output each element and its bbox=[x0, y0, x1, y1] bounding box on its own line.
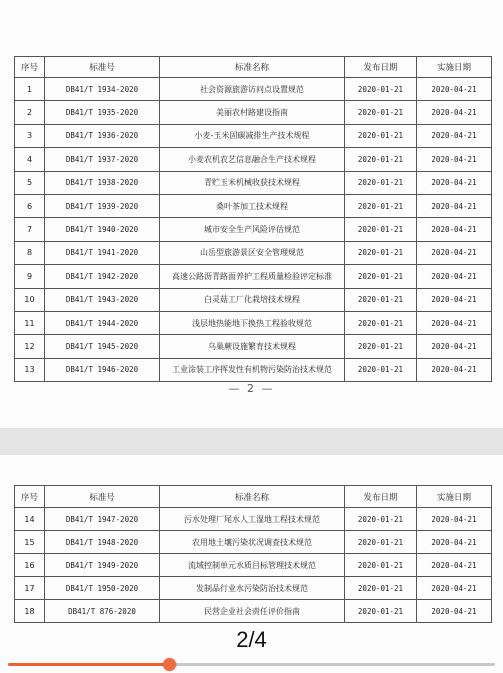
table-row bbox=[15, 218, 492, 241]
header-implemented: 实施日期 bbox=[417, 486, 492, 508]
row-name: 高速公路沥青路面养护工程质量检验评定标准 bbox=[160, 265, 345, 288]
row-implemented: 2020-04-21 bbox=[417, 577, 492, 600]
row-code: DB41/T 1936-2020 bbox=[45, 124, 160, 147]
row-name: 小麦农机农艺信息融合生产技术规程 bbox=[160, 148, 345, 171]
table-row bbox=[15, 358, 492, 381]
row-published: 2020-01-21 bbox=[345, 508, 417, 531]
header-implemented: 实施日期 bbox=[417, 57, 492, 78]
row-code: DB41/T 1945-2020 bbox=[45, 335, 160, 358]
row-implemented: 2020-04-21 bbox=[417, 600, 492, 623]
row-no: 7 bbox=[15, 218, 45, 241]
row-published: 2020-01-21 bbox=[345, 171, 417, 194]
row-implemented: 2020-04-21 bbox=[417, 171, 492, 194]
row-published: 2020-01-21 bbox=[345, 78, 417, 101]
row-no: 1 bbox=[15, 78, 45, 101]
standards-table-bottom bbox=[14, 485, 492, 623]
row-published: 2020-01-21 bbox=[345, 577, 417, 600]
table-row bbox=[15, 148, 492, 171]
page-counter: 2/4 bbox=[236, 627, 267, 652]
header-no: 序号 bbox=[15, 486, 45, 508]
row-code: DB41/T 1934-2020 bbox=[45, 78, 160, 101]
header-code: 标准号 bbox=[45, 57, 160, 78]
row-code: DB41/T 1941-2020 bbox=[45, 241, 160, 264]
table-row bbox=[15, 241, 492, 264]
row-code: DB41/T 1947-2020 bbox=[45, 508, 160, 531]
row-no: 13 bbox=[15, 358, 45, 381]
row-no: 5 bbox=[15, 171, 45, 194]
table-row bbox=[15, 288, 492, 311]
row-name: 流域控制单元水质目标管理技术规范 bbox=[160, 554, 345, 577]
row-code: DB41/T 1940-2020 bbox=[45, 218, 160, 241]
table-row bbox=[15, 554, 492, 577]
table-row bbox=[15, 124, 492, 147]
row-code: DB41/T 1937-2020 bbox=[45, 148, 160, 171]
standards-table-top bbox=[14, 56, 492, 382]
table-row bbox=[15, 600, 492, 623]
header-name: 标准名称 bbox=[160, 57, 345, 78]
row-implemented: 2020-04-21 bbox=[417, 358, 492, 381]
row-implemented: 2020-04-21 bbox=[417, 194, 492, 217]
row-published: 2020-01-21 bbox=[345, 358, 417, 381]
row-published: 2020-01-21 bbox=[345, 311, 417, 334]
row-no: 2 bbox=[15, 101, 45, 124]
row-published: 2020-01-21 bbox=[345, 265, 417, 288]
row-implemented: 2020-04-21 bbox=[417, 554, 492, 577]
header-published: 发布日期 bbox=[345, 486, 417, 508]
row-name: 工业涂装工序挥发性有机物污染防治技术规范 bbox=[160, 358, 345, 381]
row-published: 2020-01-21 bbox=[345, 554, 417, 577]
table-row bbox=[15, 171, 492, 194]
row-no: 8 bbox=[15, 241, 45, 264]
row-code: DB41/T 1950-2020 bbox=[45, 577, 160, 600]
row-implemented: 2020-04-21 bbox=[417, 311, 492, 334]
row-code: DB41/T 1939-2020 bbox=[45, 194, 160, 217]
row-no: 14 bbox=[15, 508, 45, 531]
row-no: 16 bbox=[15, 554, 45, 577]
row-no: 10 bbox=[15, 288, 45, 311]
row-name: 社会资源旅游访问点设置规范 bbox=[160, 78, 345, 101]
row-name: 山岳型旅游景区安全管理规范 bbox=[160, 241, 345, 264]
row-no: 9 bbox=[15, 265, 45, 288]
row-implemented: 2020-04-21 bbox=[417, 148, 492, 171]
row-name: 青贮玉米机械收获技术规程 bbox=[160, 171, 345, 194]
row-implemented: 2020-04-21 bbox=[417, 241, 492, 264]
page-separator bbox=[0, 428, 503, 455]
row-published: 2020-01-21 bbox=[345, 218, 417, 241]
row-no: 17 bbox=[15, 577, 45, 600]
row-published: 2020-01-21 bbox=[345, 335, 417, 358]
page-progress-bar[interactable] bbox=[8, 663, 495, 666]
row-no: 18 bbox=[15, 600, 45, 623]
table-row bbox=[15, 78, 492, 101]
row-name: 白灵菇工厂化栽培技术规程 bbox=[160, 288, 345, 311]
row-no: 3 bbox=[15, 124, 45, 147]
row-code: DB41/T 1943-2020 bbox=[45, 288, 160, 311]
row-name: 发制品行业水污染防治技术规范 bbox=[160, 577, 345, 600]
header-published: 发布日期 bbox=[345, 57, 417, 78]
row-published: 2020-01-21 bbox=[345, 124, 417, 147]
table-row bbox=[15, 311, 492, 334]
row-no: 12 bbox=[15, 335, 45, 358]
row-published: 2020-01-21 bbox=[345, 600, 417, 623]
row-name: 乌巢蕨设施繁育技术规程 bbox=[160, 335, 345, 358]
header-name: 标准名称 bbox=[160, 486, 345, 508]
progress-fill bbox=[8, 663, 169, 666]
row-name: 桑叶茶加工技术规程 bbox=[160, 194, 345, 217]
header-code: 标准号 bbox=[45, 486, 160, 508]
row-published: 2020-01-21 bbox=[345, 101, 417, 124]
row-name: 民营企业社会责任评价指南 bbox=[160, 600, 345, 623]
row-implemented: 2020-04-21 bbox=[417, 218, 492, 241]
row-name: 美丽农村路建设指南 bbox=[160, 101, 345, 124]
row-no: 6 bbox=[15, 194, 45, 217]
page-number: — 2 — bbox=[228, 382, 275, 395]
header-no: 序号 bbox=[15, 57, 45, 78]
row-implemented: 2020-04-21 bbox=[417, 101, 492, 124]
row-published: 2020-01-21 bbox=[345, 288, 417, 311]
progress-handle[interactable] bbox=[163, 658, 176, 671]
row-published: 2020-01-21 bbox=[345, 194, 417, 217]
row-code: DB41/T 876-2020 bbox=[45, 600, 160, 623]
table-row bbox=[15, 265, 492, 288]
table-row bbox=[15, 508, 492, 531]
row-implemented: 2020-04-21 bbox=[417, 124, 492, 147]
row-implemented: 2020-04-21 bbox=[417, 288, 492, 311]
table-row bbox=[15, 194, 492, 217]
document-page-3 bbox=[0, 455, 503, 673]
row-implemented: 2020-04-21 bbox=[417, 78, 492, 101]
row-name: 城市安全生产风险评估规范 bbox=[160, 218, 345, 241]
row-name: 浅层地热能地下换热工程验收规范 bbox=[160, 311, 345, 334]
row-code: DB41/T 1944-2020 bbox=[45, 311, 160, 334]
row-code: DB41/T 1938-2020 bbox=[45, 171, 160, 194]
table-row bbox=[15, 531, 492, 554]
row-code: DB41/T 1949-2020 bbox=[45, 554, 160, 577]
row-name: 污水处理厂尾水人工湿地工程技术规范 bbox=[160, 508, 345, 531]
row-implemented: 2020-04-21 bbox=[417, 335, 492, 358]
row-published: 2020-01-21 bbox=[345, 241, 417, 264]
table-row bbox=[15, 577, 492, 600]
row-name: 小麦-玉米固碳减排生产技术规程 bbox=[160, 124, 345, 147]
row-no: 4 bbox=[15, 148, 45, 171]
row-code: DB41/T 1948-2020 bbox=[45, 531, 160, 554]
row-name: 农用地土壤污染状况调查技术规范 bbox=[160, 531, 345, 554]
row-implemented: 2020-04-21 bbox=[417, 531, 492, 554]
row-implemented: 2020-04-21 bbox=[417, 265, 492, 288]
row-code: DB41/T 1942-2020 bbox=[45, 265, 160, 288]
table-header-row bbox=[15, 486, 492, 508]
row-code: DB41/T 1935-2020 bbox=[45, 101, 160, 124]
row-published: 2020-01-21 bbox=[345, 531, 417, 554]
table-row bbox=[15, 101, 492, 124]
row-no: 15 bbox=[15, 531, 45, 554]
row-no: 11 bbox=[15, 311, 45, 334]
table-header-row bbox=[15, 57, 492, 78]
row-implemented: 2020-04-21 bbox=[417, 508, 492, 531]
row-published: 2020-01-21 bbox=[345, 148, 417, 171]
row-code: DB41/T 1946-2020 bbox=[45, 358, 160, 381]
table-row bbox=[15, 335, 492, 358]
